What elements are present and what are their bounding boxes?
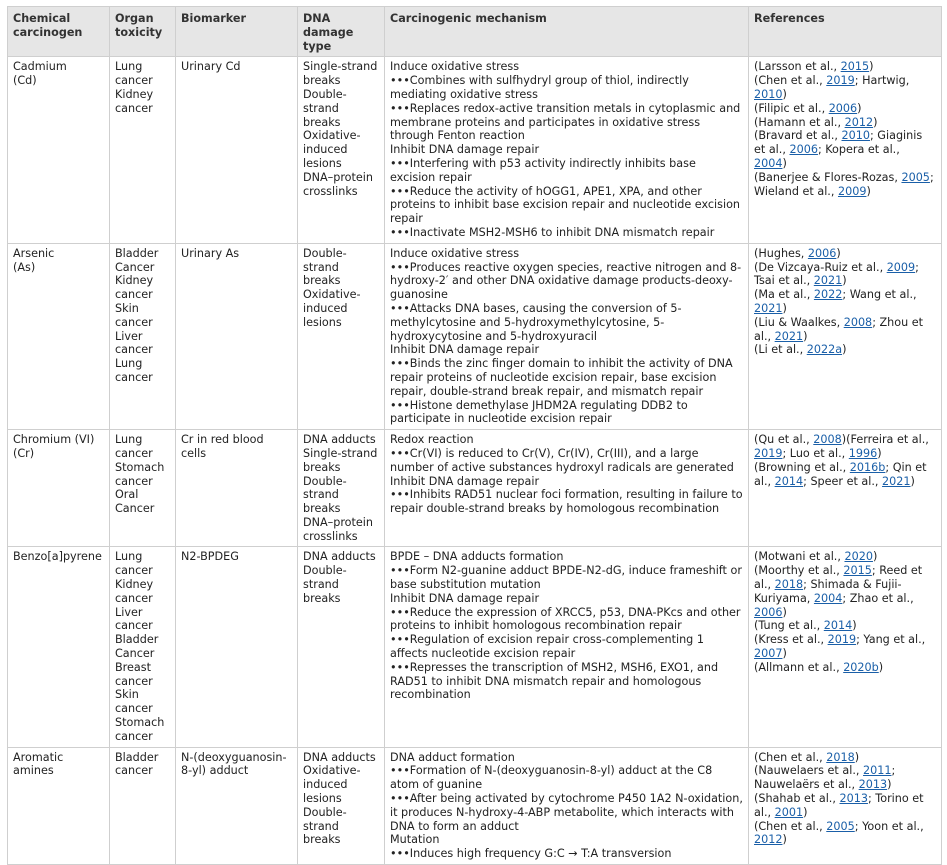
reference-year-link[interactable]: 2020b: [843, 660, 879, 674]
reference-text: ): [836, 246, 841, 260]
dna-damage-cell: [298, 747, 385, 864]
reference-text: (Motwani et al.,: [754, 550, 845, 564]
reference-entry: [754, 764, 936, 792]
reference-text: ): [857, 101, 862, 115]
reference-text: (De Vizcaya-Ruiz et al.,: [754, 260, 887, 274]
reference-year-link[interactable]: 2019: [754, 446, 783, 460]
reference-entry: [754, 820, 936, 848]
organ-toxicity-line: Liver: [115, 329, 143, 343]
reference-entry: [754, 288, 936, 316]
reference-text: ; Zhou et al.,: [754, 315, 924, 343]
reference-text: )(Ferreira et al.,: [841, 433, 929, 447]
reference-text: ): [782, 647, 787, 661]
mechanism-cell: [385, 747, 749, 864]
biomarker-cell: N2-BPDEG: [176, 547, 298, 747]
mechanism-heading: Redox reaction: [390, 433, 474, 447]
dna-damage-line: Double-strand: [303, 805, 347, 833]
reference-year-link[interactable]: 1996: [848, 446, 878, 460]
reference-text: ): [803, 805, 808, 819]
dna-damage-line: Double-strand: [303, 246, 347, 274]
reference-text: ; Giaginis et al.,: [754, 129, 923, 157]
reference-text: (Hughes,: [754, 246, 808, 260]
reference-year-link[interactable]: 2008: [843, 315, 873, 329]
mechanism-cell: [385, 430, 749, 547]
organ-toxicity-line: cancer: [115, 619, 153, 633]
dna-damage-line: crosslinks: [303, 184, 358, 198]
organ-toxicity-line: cancer: [115, 764, 153, 778]
reference-year-link[interactable]: 2019: [827, 633, 857, 647]
reference-year-link[interactable]: 2021: [754, 301, 783, 315]
dna-damage-line: DNA–protein: [303, 515, 373, 529]
mechanism-heading: DNA adduct formation: [390, 750, 515, 764]
reference-entry: [754, 751, 936, 765]
dna-damage-line: induced: [303, 301, 348, 315]
reference-text: ; Hartwig,: [854, 74, 910, 88]
dna-damage-cell: [298, 430, 385, 547]
dna-damage-cell: [298, 547, 385, 747]
carcinogen-table: [7, 6, 942, 865]
organ-toxicity-line: Skin: [115, 688, 139, 702]
reference-year-link[interactable]: 2013: [858, 778, 888, 792]
reference-entry: [754, 792, 936, 820]
mechanism-cell: [385, 243, 749, 429]
reference-year-link[interactable]: 2009: [837, 184, 867, 198]
organ-toxicity-line: Lung: [115, 550, 143, 564]
organ-toxicity-line: Stomach: [115, 716, 165, 730]
organ-toxicity-line: Cancer: [115, 260, 155, 274]
organ-toxicity-line: cancer: [115, 101, 153, 115]
biomarker-cell: N-(deoxyguanosin-8-yl) adduct: [176, 747, 298, 864]
dna-damage-line: Oxidative-: [303, 764, 361, 778]
carcinogen-name-line: Arsenic: [13, 246, 55, 260]
dna-damage-line: DNA–protein: [303, 170, 373, 184]
reference-entry: [754, 633, 936, 661]
reference-year-link[interactable]: 2006: [828, 101, 858, 115]
organ-toxicity-line: cancer: [115, 288, 153, 302]
organ-toxicity-cell: [110, 243, 176, 429]
mechanism-heading: Mutation: [390, 833, 440, 847]
reference-text: ): [910, 474, 915, 488]
header-biomarker: Biomarker: [176, 7, 298, 57]
reference-text: (Moorthy et al.,: [754, 564, 844, 578]
reference-text: ; Torino et al.,: [754, 792, 924, 819]
reference-text: ; Wieland et al.,: [754, 170, 934, 198]
table-row: [8, 243, 942, 429]
reference-year-link[interactable]: 2005: [826, 819, 855, 833]
dna-damage-line: Oxidative-: [303, 288, 361, 302]
reference-year-link[interactable]: 2007: [754, 647, 783, 661]
mechanism-bullet: ••• Interfering with p53 activity indirectly inhibits base excision repair: [390, 157, 743, 185]
dna-damage-line: Oxidative-: [303, 129, 361, 143]
organ-toxicity-cell: [110, 430, 176, 547]
reference-year-link[interactable]: 2011: [863, 764, 892, 778]
dna-damage-line: lesions: [303, 156, 342, 170]
organ-toxicity-line: cancer: [115, 446, 153, 460]
carcinogen-cell: [8, 547, 110, 747]
mechanism-bullet: ••• Replaces redox-active transition metals in cytoplasmic and membrane proteins and participates in oxidative stress through Fenton reaction: [390, 102, 743, 143]
reference-text: (Bravard et al.,: [754, 129, 842, 143]
mechanism-heading: Induce oxidative stress: [390, 60, 520, 74]
reference-text: ): [877, 446, 882, 460]
reference-year-link[interactable]: 2016b: [849, 460, 886, 474]
mechanism-heading: Inhibit DNA damage repair: [390, 591, 540, 605]
reference-text: (Li et al.,: [754, 343, 807, 357]
references-cell: [749, 747, 942, 864]
dna-damage-line: Single-strand: [303, 60, 378, 74]
reference-year-link[interactable]: 2021: [813, 274, 843, 288]
header-carcinogenic-mechanism: Carcinogenic mechanism: [385, 7, 749, 57]
reference-text: ; Nauwelaërs et al.,: [754, 764, 896, 792]
reference-text: ; Kopera et al.,: [817, 143, 900, 157]
dna-damage-line: breaks: [303, 833, 341, 847]
dna-damage-cell: [298, 243, 385, 429]
organ-toxicity-line: cancer: [115, 343, 153, 357]
reference-entry: [754, 247, 936, 261]
table-body: [8, 57, 942, 865]
reference-text: ; Speer et al.,: [803, 474, 883, 488]
reference-year-link[interactable]: 2001: [774, 805, 804, 819]
header-chemical-carcinogen: Chemical carcinogen: [8, 7, 110, 57]
reference-year-link[interactable]: 2004: [813, 591, 843, 605]
mechanism-bullet: ••• Regulation of excision repair cross-complementing 1 affects nucleotide excision repair: [390, 633, 743, 661]
reference-year-link[interactable]: 2010: [841, 129, 870, 143]
reference-year-link[interactable]: 2004: [754, 156, 783, 170]
reference-text: ; Zhao et al.,: [842, 591, 914, 605]
mechanism-bullet: ••• Attacks DNA bases, causing the conversion of 5-methylcytosine and 5-hydroxymethylcytosine, 5-hydroxycytosine and 5-hydroxyuracil: [390, 302, 743, 343]
reference-year-link[interactable]: 2018: [774, 578, 804, 592]
mechanism-bullet: ••• Produces reactive oxygen species, reactive nitrogen and 8-hydroxy-2′ and other DNA oxidative damage products-deoxy-guanosine: [390, 261, 743, 302]
reference-text: ): [803, 329, 808, 343]
reference-year-link[interactable]: 2014: [774, 474, 804, 488]
mechanism-bullet: ••• Reduce the expression of XRCC5, p53, DNA-PKcs and other proteins to inhibit homologous recombination repair: [390, 606, 743, 634]
reference-text: (Allmann et al.,: [754, 660, 844, 674]
reference-entry: [754, 564, 936, 619]
organ-toxicity-line: Breast: [115, 660, 151, 674]
reference-text: ; Yang et al.,: [856, 633, 926, 647]
carcinogen-cell: [8, 747, 110, 864]
reference-text: (Hamann et al.,: [754, 115, 845, 129]
reference-text: ): [782, 833, 787, 847]
mechanism-bullet: ••• Reduce the activity of hOGG1, APE1, XPA, and other proteins to inhibit base excision repair and nucleotide excision repair: [390, 185, 743, 226]
mechanism-bullet: ••• Inactivate MSH2-MSH6 to inhibit DNA mismatch repair: [390, 226, 743, 240]
reference-entry: [754, 74, 936, 102]
dna-damage-line: Double-strand: [303, 564, 347, 592]
reference-year-link[interactable]: 2012: [754, 833, 783, 847]
dna-damage-line: Single-strand: [303, 446, 378, 460]
organ-toxicity-line: cancer: [115, 370, 153, 384]
reference-text: ): [854, 750, 860, 764]
mechanism-heading: Induce oxidative stress: [390, 246, 520, 260]
table-row: [8, 747, 942, 864]
organ-toxicity-line: Liver: [115, 605, 143, 619]
dna-damage-line: crosslinks: [303, 529, 358, 543]
reference-year-link[interactable]: 2010: [754, 87, 783, 101]
organ-toxicity-line: Bladder: [115, 750, 159, 764]
table-row: [8, 57, 942, 243]
reference-text: ): [842, 343, 847, 357]
reference-text: (Tung et al.,: [754, 619, 824, 633]
organ-toxicity-line: Cancer: [115, 502, 155, 516]
mechanism-cell: [385, 547, 749, 747]
reference-year-link[interactable]: 2022a: [806, 343, 843, 357]
reference-entry: [754, 129, 936, 170]
biomarker-cell: Urinary Cd: [176, 57, 298, 243]
organ-toxicity-line: cancer: [115, 591, 153, 605]
references-cell: [749, 57, 942, 243]
reference-text: ; Yoon et al.,: [854, 819, 924, 833]
organ-toxicity-line: Lung: [115, 357, 143, 371]
organ-toxicity-line: cancer: [115, 564, 153, 578]
reference-text: (Nauwelaers et al.,: [754, 764, 864, 778]
organ-toxicity-line: Stomach: [115, 460, 165, 474]
organ-toxicity-line: cancer: [115, 315, 153, 329]
reference-year-link[interactable]: 2006: [754, 605, 783, 619]
header-references: References: [749, 7, 942, 57]
reference-text: ): [872, 550, 878, 564]
reference-year-link[interactable]: 2005: [901, 170, 930, 184]
dna-damage-line: DNA adducts: [303, 433, 376, 447]
reference-text: ): [782, 605, 787, 619]
dna-damage-cell: [298, 57, 385, 243]
reference-text: ): [887, 778, 892, 792]
reference-year-link[interactable]: 2012: [844, 115, 874, 129]
reference-text: (Larsson et al.,: [754, 60, 841, 74]
reference-text: (Kress et al.,: [754, 633, 828, 647]
reference-entry: [754, 550, 936, 564]
references-cell: [749, 243, 942, 429]
table-row: [8, 430, 942, 547]
dna-damage-line: induced: [303, 143, 348, 157]
organ-toxicity-line: Lung: [115, 433, 143, 447]
reference-entry: [754, 60, 936, 74]
reference-year-link[interactable]: 2015: [840, 60, 870, 74]
organ-toxicity-line: Bladder: [115, 246, 159, 260]
reference-entry: [754, 116, 936, 130]
carcinogen-cell: [8, 243, 110, 429]
organ-toxicity-line: Bladder: [115, 633, 159, 647]
reference-entry: [754, 171, 936, 199]
dna-damage-line: DNA adducts: [303, 550, 376, 564]
reference-entry: [754, 619, 936, 633]
carcinogen-name-line: (Cr): [13, 446, 35, 460]
dna-damage-line: lesions: [303, 792, 342, 806]
reference-text: (Chen et al.,: [754, 819, 827, 833]
organ-toxicity-cell: [110, 747, 176, 864]
mechanism-cell: [385, 57, 749, 243]
reference-entry: [754, 433, 936, 461]
reference-text: ): [869, 60, 874, 74]
reference-text: (Browning et al.,: [754, 460, 850, 474]
reference-entry: [754, 461, 936, 489]
mechanism-bullet: ••• Combines with sulfhydryl group of thiol, indirectly mediating oxidative stress: [390, 74, 743, 102]
reference-entry: [754, 102, 936, 116]
reference-year-link[interactable]: 2006: [807, 246, 837, 260]
carcinogen-cell: [8, 430, 110, 547]
mechanism-bullet: ••• Histone demethylase JHDM2A regulating DDB2 to participate in nucleotide excision repair: [390, 399, 743, 427]
mechanism-bullet: ••• Represses the transcription of MSH2, MSH6, EXO1, and RAD51 to inhibit DNA mismatch repair and homologous recombination: [390, 661, 743, 702]
reference-year-link[interactable]: 2013: [839, 792, 868, 806]
carcinogen-name-line: (Cd): [13, 74, 37, 88]
organ-toxicity-line: Kidney: [115, 274, 154, 288]
dna-damage-line: DNA adducts: [303, 750, 376, 764]
dna-damage-line: breaks: [303, 460, 341, 474]
reference-entry: [754, 343, 936, 357]
organ-toxicity-cell: [110, 57, 176, 243]
reference-text: (Qu et al.,: [754, 433, 814, 447]
biomarker-cell: Urinary As: [176, 243, 298, 429]
reference-text: ): [873, 115, 878, 129]
organ-toxicity-line: Kidney: [115, 87, 154, 101]
reference-year-link[interactable]: 2018: [826, 750, 855, 764]
reference-text: (Shahab et al.,: [754, 792, 840, 806]
reference-year-link[interactable]: 2020: [844, 550, 873, 564]
reference-text: ; Wang et al.,: [842, 288, 917, 302]
header-dna-damage-type: DNA damage type: [298, 7, 385, 57]
reference-year-link[interactable]: 2014: [823, 619, 853, 633]
mechanism-bullet: ••• Inhibits RAD51 nuclear foci formation, resulting in failure to repair double-strand breaks by homologous recombination: [390, 488, 743, 516]
reference-text: ): [782, 87, 787, 101]
organ-toxicity-line: cancer: [115, 474, 153, 488]
mechanism-bullet: ••• Cr(VI) is reduced to Cr(V), Cr(IV), Cr(III), and a large number of active substances hydroxyl radicals are generated: [390, 447, 743, 475]
reference-year-link[interactable]: 2008: [813, 433, 842, 447]
dna-damage-line: lesions: [303, 315, 342, 329]
organ-toxicity-line: cancer: [115, 729, 153, 743]
organ-toxicity-line: cancer: [115, 674, 153, 688]
carcinogen-cell: [8, 57, 110, 243]
reference-text: ): [852, 619, 857, 633]
reference-year-link[interactable]: 2021: [774, 329, 804, 343]
reference-year-link[interactable]: 2019: [826, 74, 855, 88]
dna-damage-line: breaks: [303, 115, 341, 129]
reference-entry: [754, 316, 936, 344]
reference-entry: [754, 261, 936, 289]
carcinogen-name-line: (As): [13, 260, 36, 274]
carcinogen-name-line: Chromium (VI): [13, 433, 95, 447]
organ-toxicity-line: Kidney: [115, 578, 154, 592]
mechanism-heading: BPDE – DNA adducts formation: [390, 550, 564, 564]
reference-year-link[interactable]: 2006: [789, 143, 818, 157]
organ-toxicity-line: Lung: [115, 60, 143, 74]
mechanism-bullet: ••• After being activated by cytochrome P450 1A2 N-oxidation, it produces N-hydroxy-4-ABP metabolite, which interacts with DNA to form an adduct: [390, 792, 743, 833]
reference-year-link[interactable]: 2022: [813, 288, 843, 302]
reference-text: ; Reed et al.,: [754, 564, 923, 592]
reference-text: ; Tsai et al.,: [754, 260, 919, 288]
reference-text: ): [782, 156, 787, 170]
reference-text: ): [782, 301, 787, 315]
dna-damage-line: breaks: [303, 74, 341, 88]
dna-damage-line: Double-strand: [303, 474, 347, 502]
carcinogen-name-line: Benzo[a]pyrene: [13, 550, 102, 564]
header-row: [8, 7, 942, 57]
mechanism-heading: Inhibit DNA damage repair: [390, 474, 540, 488]
mechanism-heading: Inhibit DNA damage repair: [390, 143, 540, 157]
reference-text: ): [866, 184, 871, 198]
dna-damage-line: breaks: [303, 274, 341, 288]
reference-text: ): [878, 660, 884, 674]
biomarker-cell: Cr in red blood cells: [176, 430, 298, 547]
header-organ-toxicity: Organ toxicity: [110, 7, 176, 57]
organ-toxicity-line: Skin: [115, 301, 139, 315]
reference-text: (Liu & Waalkes,: [754, 315, 844, 329]
reference-year-link[interactable]: 2015: [843, 564, 872, 578]
organ-toxicity-cell: [110, 547, 176, 747]
reference-text: (Filipic et al.,: [754, 101, 829, 115]
mechanism-heading: Inhibit DNA damage repair: [390, 343, 540, 357]
reference-text: (Chen et al.,: [754, 750, 827, 764]
organ-toxicity-line: cancer: [115, 702, 153, 716]
reference-text: (Chen et al.,: [754, 74, 827, 88]
reference-entry: [754, 661, 936, 675]
organ-toxicity-line: Cancer: [115, 647, 155, 661]
reference-year-link[interactable]: 2021: [882, 474, 911, 488]
carcinogen-name-line: Aromatic amines: [13, 750, 64, 778]
organ-toxicity-line: cancer: [115, 74, 153, 88]
table-row: [8, 547, 942, 747]
reference-text: (Ma et al.,: [754, 288, 814, 302]
reference-year-link[interactable]: 2009: [886, 260, 916, 274]
reference-text: ; Shimada & Fujii-Kuriyama,: [754, 578, 902, 605]
reference-text: ; Luo et al.,: [782, 446, 849, 460]
reference-text: (Banerjee & Flores-Rozas,: [754, 170, 902, 184]
mechanism-bullet: ••• Induces high frequency G:C → T:A transversion: [390, 847, 743, 861]
dna-damage-line: breaks: [303, 502, 341, 516]
dna-damage-line: breaks: [303, 591, 341, 605]
organ-toxicity-line: Oral: [115, 488, 139, 502]
mechanism-bullet: ••• Formation of N-(deoxyguanosin-8-yl) adduct at the C8 atom of guanine: [390, 764, 743, 792]
reference-text: ; Qin et al.,: [754, 460, 927, 488]
dna-damage-line: induced: [303, 778, 348, 792]
mechanism-bullet: ••• Binds the zinc finger domain to inhibit the activity of DNA repair proteins of nucleotide excision repair, base excision repair, double-strand break repair, and mismatch repair: [390, 357, 743, 398]
mechanism-bullet: ••• Form N2-guanine adduct BPDE-N2-dG, induce frameshift or base substitution mutation: [390, 564, 743, 592]
reference-text: ): [842, 274, 847, 288]
references-cell: [749, 547, 942, 747]
references-cell: [749, 430, 942, 547]
dna-damage-line: Double-strand: [303, 87, 347, 115]
carcinogen-name-line: Cadmium: [13, 60, 67, 74]
